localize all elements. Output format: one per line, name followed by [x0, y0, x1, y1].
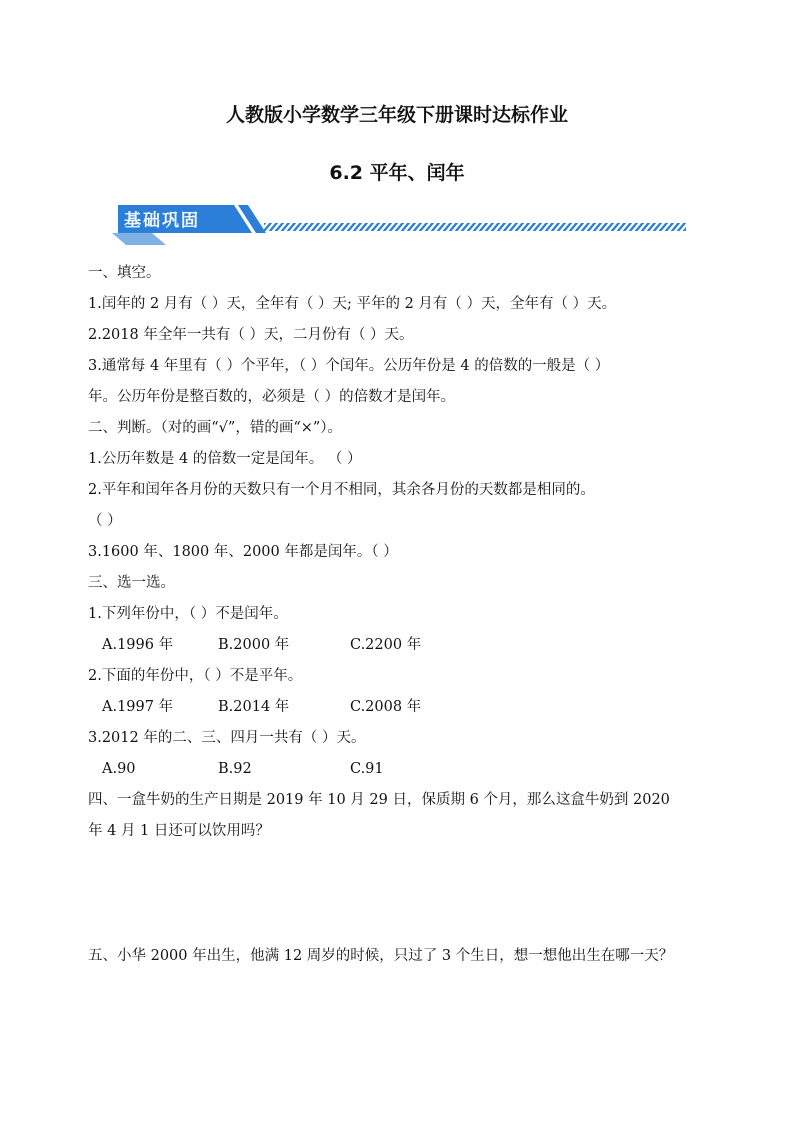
banner-label: 基础巩固 — [124, 211, 200, 231]
lesson-title: 6.2 平年、闰年 — [329, 162, 465, 184]
option-c: C.2200 年 — [350, 637, 422, 653]
answer-space — [88, 851, 728, 945]
option-a: A.1997 年 — [102, 699, 174, 715]
section-4-line-2: 年 4 月 1 日还可以饮用吗？ — [88, 823, 270, 839]
question-2-3: 3.1600 年、1800 年、2000 年都是闰年。（ ） — [88, 544, 398, 560]
question-1-3a: 3.通常每 4 年里有（ ）个平年，（ ）个闰年。公历年份是 4 的倍数的一般是（ ） — [88, 358, 610, 374]
page-title: 人教版小学数学三年级下册课时达标作业 — [225, 104, 568, 126]
section-2-heading: 二、判断。（对的画“√”，错的画“×”）。 — [88, 420, 343, 436]
section-1-heading: 一、填空。 — [88, 265, 161, 281]
question-3-2: 2.下面的年份中，（ ）不是平年。 — [88, 668, 303, 684]
option-b: B.92 — [218, 761, 252, 777]
option-a: A.1996 年 — [102, 637, 174, 653]
question-3-2-options — [88, 696, 728, 727]
section-5-line-1: 五、小华 2000 年出生，他满 12 周岁的时候，只过了 3 个生日，想一想他出生在哪一天？ — [88, 948, 674, 964]
worksheet-content — [88, 262, 728, 976]
section-4-line-1: 四、一盒牛奶的生产日期是 2019 年 10 月 29 日，保质期 6 个月，那么这盒牛奶到 2020 — [88, 792, 670, 808]
section-3-heading: 三、选一选。 — [88, 575, 175, 591]
question-2-1: 1.公历年数是 4 的倍数一定是闰年。 （ ） — [88, 451, 362, 467]
option-c: C.91 — [350, 761, 384, 777]
question-1-2: 2.2018 年全年一共有（ ）天，二月份有（ ）天。 — [88, 327, 414, 343]
question-3-1: 1.下列年份中，（ ）不是闰年。 — [88, 606, 288, 622]
question-2-2a: 2.平年和闰年各月份的天数只有一个月不相同，其余各月份的天数都是相同的。 — [88, 482, 595, 498]
question-1-3b: 年。公历年份是整百数的，必须是（ ）的倍数才是闰年。 — [88, 389, 456, 405]
question-3-1-options — [88, 634, 728, 665]
option-b: B.2000 年 — [218, 637, 290, 653]
banner-hatch-line — [264, 223, 686, 231]
option-b: B.2014 年 — [218, 699, 290, 715]
question-3-3-options — [88, 758, 728, 789]
question-2-2b: （ ） — [88, 513, 122, 529]
banner-shadow — [112, 233, 166, 245]
question-1-1: 1.闰年的 2 月有（ ）天，全年有（ ）天; 平年的 2 月有（ ）天，全年有（ ）天。 — [88, 296, 617, 312]
option-c: C.2008 年 — [350, 699, 422, 715]
question-3-3: 3.2012 年的二、三、四月一共有（ ）天。 — [88, 730, 366, 746]
option-a: A.90 — [102, 761, 136, 777]
